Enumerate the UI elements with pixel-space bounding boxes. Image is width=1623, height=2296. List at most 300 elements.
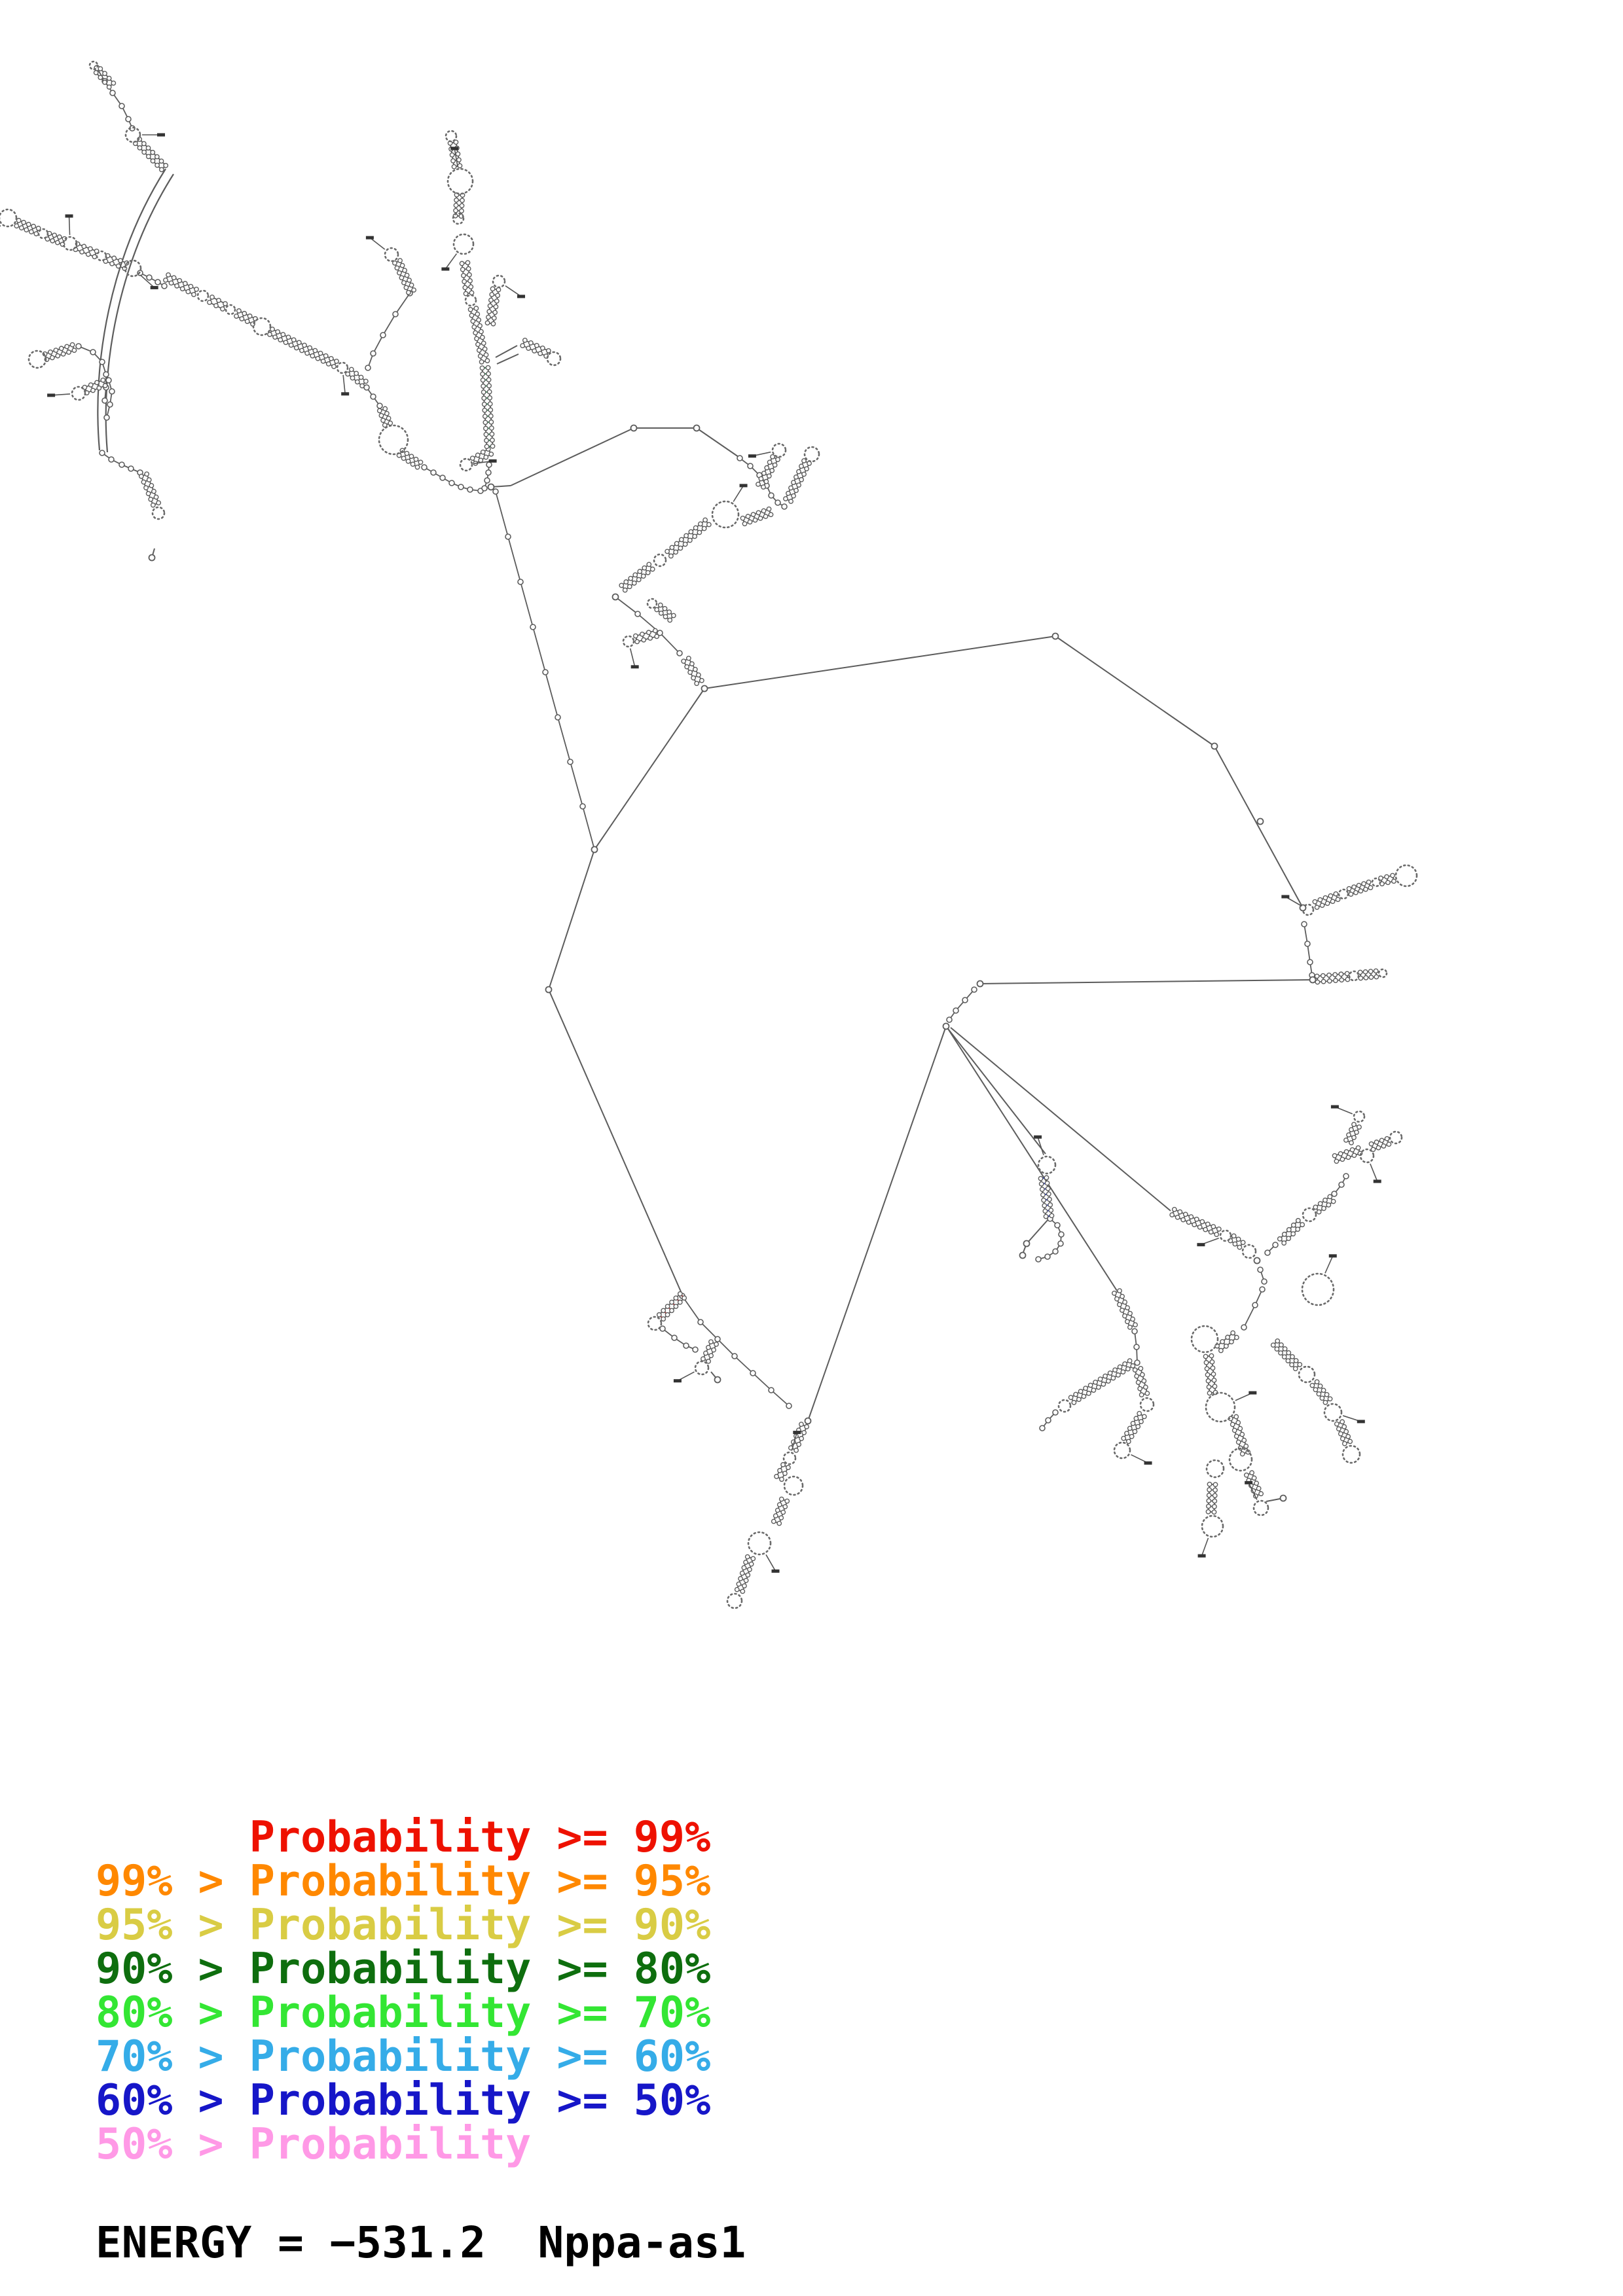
helix-bead (472, 325, 476, 329)
chain-bead (505, 534, 511, 539)
helix-bead (481, 372, 484, 376)
helix-bead (1286, 1351, 1290, 1355)
helix-bead (1352, 1136, 1356, 1139)
helix-bead (1072, 1401, 1076, 1405)
helix-bead (395, 266, 399, 270)
helix-bead (221, 307, 225, 311)
helix-bead (490, 293, 494, 296)
helix-bead (1234, 1414, 1238, 1418)
nucleotide-bead (1020, 1253, 1026, 1259)
helix-bead (749, 1562, 753, 1566)
helix-bead (98, 67, 102, 71)
tick-number-mark (1034, 1136, 1042, 1139)
chain-bead (677, 651, 682, 656)
helix-bead (1206, 1379, 1210, 1383)
chain-bead (672, 1335, 677, 1340)
helix-bead (1292, 1223, 1296, 1227)
nucleotide-bead (1281, 1496, 1286, 1501)
helix-bead (1181, 1217, 1185, 1221)
helix-bead (1374, 975, 1378, 978)
helix-bead (1327, 973, 1331, 977)
helix-bead (82, 244, 86, 248)
helix-bead (1381, 1144, 1385, 1148)
chain-bead (103, 372, 109, 377)
helix-bead (1256, 1486, 1260, 1490)
helix-bead (688, 670, 692, 674)
helix-bead (1328, 979, 1332, 983)
helix-bead (1349, 1141, 1353, 1145)
chain-bead (580, 804, 585, 809)
helix-bead (529, 341, 533, 345)
helix-bead (1369, 975, 1373, 979)
helix-bead (172, 276, 175, 279)
helix-bead (485, 321, 489, 325)
tick-number-mark (157, 134, 165, 137)
chain-bead (467, 487, 473, 492)
helix-bead (289, 343, 293, 347)
chain-bead (1046, 1418, 1051, 1423)
chain-bead (1265, 1250, 1270, 1255)
loop-circle (1379, 969, 1387, 977)
loop-circle (72, 387, 85, 400)
helix-bead (402, 281, 406, 285)
helix-bead (776, 457, 780, 461)
helix-bead (1213, 1494, 1216, 1498)
helix-bead (672, 613, 676, 617)
helix-bead (1283, 1347, 1286, 1351)
helix-bead (689, 529, 693, 533)
helix-bead (699, 522, 702, 526)
helix-bead (1387, 1142, 1391, 1146)
helix-bead (149, 484, 153, 488)
chain-bead (155, 279, 160, 285)
helix-bead (693, 534, 697, 538)
helix-bead (1133, 1429, 1137, 1433)
helix-bead (214, 304, 218, 308)
helix-bead (1131, 1317, 1135, 1321)
helix-bead (1049, 1208, 1053, 1212)
helix-bead (1078, 1390, 1082, 1393)
helix-bead (1184, 1212, 1188, 1216)
helix-bead (538, 351, 542, 355)
helix-bead (742, 1584, 746, 1588)
loop-circle (1220, 1230, 1231, 1241)
chain-bead (769, 493, 774, 498)
helix-bead (186, 289, 190, 293)
nucleotide-bead (1310, 977, 1316, 983)
helix-bead (746, 1573, 750, 1577)
helix-bead (786, 1465, 790, 1469)
helix-bead (418, 460, 422, 464)
chain-bead (786, 1403, 792, 1408)
helix-bead (1339, 1431, 1343, 1435)
helix-bead (1207, 1385, 1211, 1389)
backbone-chain (140, 273, 164, 286)
tick-number-mark (489, 459, 497, 463)
loop-circle (1324, 1404, 1341, 1421)
loop-circle (446, 131, 456, 141)
helix-bead (103, 80, 107, 84)
helix-bead (407, 291, 410, 295)
helix-bead (683, 542, 687, 546)
tick-number-mark (1357, 1420, 1365, 1423)
helix-bead (1144, 1385, 1148, 1389)
helix-bead (1139, 1420, 1143, 1424)
chain-bead (698, 1319, 703, 1325)
helix-bead (107, 76, 111, 80)
helix-bead (488, 304, 492, 308)
helix-bead (1173, 1208, 1176, 1211)
helix-bead (1298, 1363, 1302, 1367)
helix-bead (1097, 1385, 1101, 1389)
helix-bead (461, 268, 465, 272)
backbone-chain (740, 458, 784, 507)
helix-bead (119, 259, 122, 262)
tick-leader-line (630, 649, 635, 667)
helix-bead (1205, 1367, 1209, 1371)
helix-bead (1332, 1154, 1336, 1158)
loop-circle (465, 295, 476, 306)
helix-bead (54, 348, 58, 352)
helix-bead (1374, 1140, 1378, 1144)
chain-bead (393, 312, 398, 317)
helix-bead (14, 224, 18, 228)
chain-bead (1135, 1360, 1140, 1365)
helix-bead (1340, 1420, 1344, 1424)
helix-bead (486, 315, 490, 319)
tick-number-mark (366, 236, 374, 240)
nucleotide-bead (702, 686, 708, 692)
helix-bead (1317, 1210, 1321, 1213)
helix-bead (669, 554, 673, 558)
helix-bead (1074, 1392, 1078, 1396)
helix-bead (1112, 1291, 1116, 1295)
loop-circle (1303, 1208, 1316, 1221)
helix-bead (1139, 1393, 1143, 1397)
helix-bead (670, 1308, 674, 1312)
chain-bead (1058, 1241, 1063, 1246)
helix-bead (794, 1448, 798, 1452)
helix-bead (702, 526, 706, 530)
helix-bead (1364, 888, 1368, 891)
helix-bead (1283, 1355, 1286, 1359)
chain-bead (104, 415, 109, 420)
helix-bead (223, 302, 227, 306)
helix-bead (70, 343, 74, 347)
helix-bead (1118, 1289, 1122, 1293)
helix-bead (1334, 892, 1338, 896)
helix-bead (164, 164, 168, 168)
loop-circle (695, 1361, 708, 1374)
helix-bead (273, 335, 277, 339)
chain-bead (693, 1347, 698, 1352)
helix-bead (1206, 1510, 1210, 1514)
nucleotide-bead (546, 987, 552, 993)
helix-bead (735, 1587, 739, 1591)
chain-bead (482, 486, 487, 491)
helix-bead (482, 396, 486, 400)
helix-bead (159, 159, 163, 163)
helix-bead (468, 308, 472, 312)
helix-bead (483, 414, 487, 418)
helix-bead (478, 324, 482, 328)
helix-bead (154, 495, 158, 499)
helix-bead (678, 1292, 682, 1296)
tick-number-mark (631, 665, 639, 668)
loop-circle (712, 501, 739, 528)
helix-bead (481, 335, 484, 339)
loop-circle (1140, 1398, 1154, 1411)
legend-line: 80% > Probability >= 70% (96, 1988, 711, 2037)
helix-bead (805, 467, 809, 471)
helix-bead (316, 357, 319, 361)
helix-bead (1127, 1359, 1131, 1363)
helix-bead (674, 550, 678, 554)
helix-bead (160, 168, 164, 171)
loop-circle (1254, 1501, 1268, 1515)
helix-bead (659, 611, 663, 615)
helix-bead (300, 348, 304, 352)
helix-bead (1317, 1392, 1321, 1396)
helix-bead (1212, 1510, 1216, 1514)
helix-bead (1207, 1482, 1211, 1486)
helix-bead (1364, 976, 1368, 980)
helix-bead (802, 472, 806, 476)
connector-line (594, 689, 704, 850)
nucleotide-bead (1024, 1241, 1030, 1247)
helix-bead (50, 355, 54, 359)
helix-bead (1231, 1234, 1235, 1238)
helix-bead (1205, 1372, 1209, 1376)
legend-line: 95% > Probability >= 90% (96, 1901, 711, 1950)
helix-bead (469, 285, 473, 289)
helix-bead (695, 681, 699, 685)
helix-bead (633, 573, 637, 577)
tick-number-mark (151, 286, 158, 289)
helix-bead (146, 492, 150, 495)
legend-line: Probability >= 99% (96, 1813, 711, 1862)
helix-bead (1354, 891, 1358, 895)
chain-bead (109, 389, 115, 394)
helix-bead (379, 414, 383, 418)
tick-leader-line (1370, 1164, 1377, 1181)
helix-bead (642, 566, 646, 570)
helix-bead (629, 577, 632, 581)
helix-bead (1113, 1368, 1117, 1372)
helix-bead (486, 372, 490, 376)
helix-bead (532, 349, 536, 353)
helix-bead (1084, 1386, 1087, 1390)
loop-circle (29, 351, 46, 368)
helix-bead (484, 439, 488, 442)
chain-bead (371, 394, 376, 399)
loop-circle (647, 599, 657, 608)
helix-bead (789, 486, 793, 490)
helix-bead (714, 1342, 718, 1346)
helix-bead (1103, 1374, 1107, 1378)
helix-bead (397, 271, 401, 275)
helix-bead (775, 1475, 778, 1479)
helix-bead (103, 384, 107, 387)
chain-bead (962, 997, 968, 1003)
helix-bead (327, 362, 331, 366)
backbone-chain (949, 990, 974, 1020)
loop-circle (623, 636, 634, 647)
helix-bead (1340, 978, 1343, 982)
helix-bead (52, 233, 56, 237)
helix-bead (799, 1422, 803, 1426)
connector-line (980, 980, 1313, 984)
chain-bead (748, 463, 753, 469)
connector-line (1028, 1219, 1049, 1242)
helix-bead (335, 359, 338, 363)
chain-bead (530, 624, 536, 630)
helix-bead (1282, 1241, 1286, 1245)
chain-bead (953, 1008, 958, 1013)
chain-bead (1302, 922, 1307, 927)
chain-bead (365, 365, 371, 370)
helix-bead (1047, 1192, 1051, 1196)
helix-bead (386, 416, 390, 420)
helix-bead (1135, 1374, 1139, 1378)
chain-bead (128, 466, 134, 471)
helix-bead (1044, 1175, 1048, 1179)
loop-circle (1192, 1326, 1218, 1352)
helix-bead (86, 252, 90, 256)
loop-circle (1360, 1149, 1374, 1162)
helix-bead (1344, 1150, 1348, 1154)
helix-bead (674, 1296, 678, 1300)
helix-bead (484, 433, 488, 437)
helix-bead (34, 232, 38, 236)
helix-bead (1296, 1227, 1300, 1231)
helix-bead (1213, 1482, 1217, 1486)
tick-leader-line (343, 375, 345, 394)
helix-bead (151, 159, 155, 163)
helix-bead (409, 283, 413, 287)
chain-bead (493, 489, 498, 494)
helix-bead (479, 458, 483, 462)
loop-circle (1354, 1111, 1364, 1122)
chain-bead (1040, 1426, 1045, 1431)
helix-bead (1333, 973, 1337, 977)
helix-bead (642, 637, 646, 641)
helix-bead (690, 662, 694, 666)
helix-bead (484, 353, 488, 357)
helix-bead (462, 279, 466, 283)
helix-bead (1318, 1384, 1322, 1388)
helix-bead (1226, 1335, 1230, 1339)
loop-circle (448, 169, 473, 194)
helix-bead (797, 1443, 801, 1446)
loop-circle (727, 1594, 742, 1608)
loop-circle (1302, 1274, 1334, 1305)
helix-bead (661, 1308, 665, 1312)
chain-bead (1036, 1257, 1041, 1262)
helix-bead (1123, 1314, 1127, 1318)
helix-bead (1224, 1344, 1228, 1348)
helix-bead (688, 538, 692, 542)
helix-bead (484, 426, 488, 430)
helix-bead (640, 632, 644, 636)
helix-bead (1170, 1213, 1174, 1217)
helix-bead (405, 273, 409, 277)
helix-bead (281, 332, 285, 336)
helix-bead (485, 359, 489, 363)
helix-bead (1369, 1142, 1373, 1146)
helix-bead (628, 584, 632, 588)
helix-bead (1213, 1499, 1216, 1503)
chain-bead (1059, 1232, 1064, 1237)
helix-bead (1207, 1499, 1211, 1503)
helix-bead (1275, 1339, 1279, 1343)
helix-bead (1140, 1372, 1144, 1376)
helix-bead (1339, 972, 1343, 976)
chain-bead (947, 1017, 952, 1022)
helix-bead (665, 549, 669, 553)
helix-bead (24, 228, 28, 232)
helix-bead (217, 298, 221, 302)
helix-bead (1207, 1488, 1211, 1492)
helix-bead (1290, 1363, 1294, 1367)
helix-bead (142, 150, 146, 154)
helix-bead (1136, 1424, 1140, 1428)
helix-bead (1320, 903, 1324, 907)
helix-bead (1210, 1360, 1214, 1364)
backbone-chains (76, 65, 1349, 1431)
helix-bead (767, 474, 771, 478)
helix-bead (112, 256, 116, 260)
helix-bead (483, 402, 486, 406)
helix-bead (310, 353, 314, 357)
helix-bead (48, 350, 52, 354)
nucleotide-bead (592, 847, 598, 853)
helix-bead (785, 1499, 789, 1503)
tick-number-mark (740, 484, 748, 487)
chain-bead (1045, 1254, 1050, 1259)
helix-bead (1254, 1481, 1258, 1485)
nucleotide-bead (1254, 1258, 1260, 1264)
helix-bead (471, 319, 475, 323)
helix-bead (1344, 1429, 1348, 1433)
helix-bead (1343, 1441, 1347, 1445)
helix-bead (208, 300, 211, 304)
helix-bead (1197, 1225, 1201, 1229)
legend-line: 60% > Probability >= 50% (96, 2076, 711, 2125)
connector-line (704, 636, 1055, 689)
chain-bead (1055, 1223, 1060, 1228)
helix-bead (479, 354, 483, 358)
loop-circle (493, 276, 505, 287)
helix-bead (1330, 899, 1334, 903)
helix-bead (400, 263, 404, 267)
helix-bead (246, 319, 249, 323)
helix-bead (164, 278, 168, 282)
helix-bead (1356, 1146, 1360, 1150)
helix-bead (323, 354, 327, 358)
helix-bead (381, 418, 385, 422)
helix-bead (56, 353, 60, 357)
helix-bead (709, 1340, 713, 1344)
connector-line (951, 1028, 1171, 1211)
helix-bead (1207, 1504, 1211, 1508)
helix-bead (1128, 1426, 1132, 1430)
helix-bead (1134, 1416, 1138, 1420)
helix-bead (460, 209, 464, 213)
helix-bead (234, 314, 238, 318)
helix-bead (1049, 1213, 1053, 1217)
helix-bead (647, 630, 651, 634)
